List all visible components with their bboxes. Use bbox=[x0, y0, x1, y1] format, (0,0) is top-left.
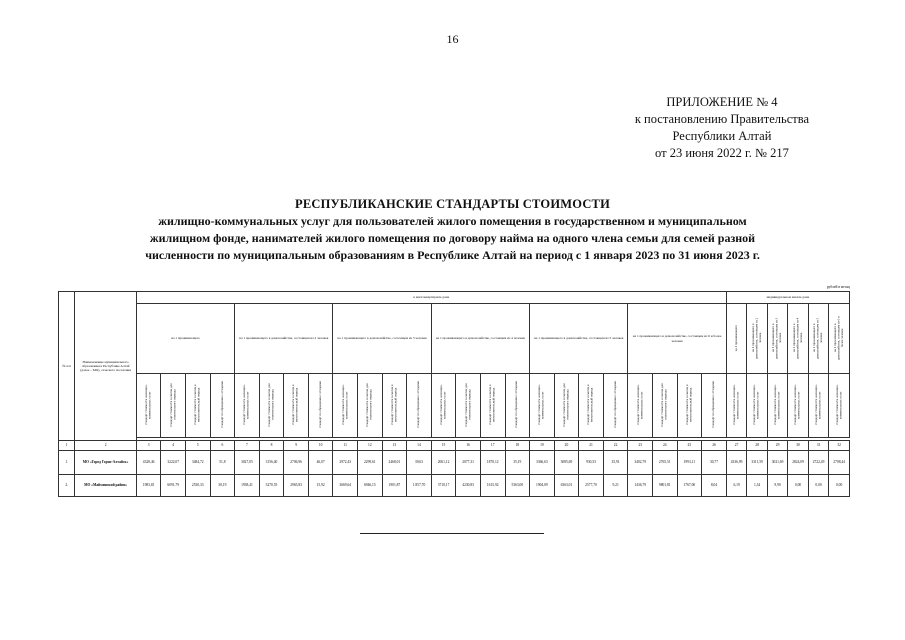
column-label-cell bbox=[382, 374, 407, 438]
table-cell: 0,00 bbox=[808, 475, 828, 497]
table-cell: 2299,61 bbox=[358, 451, 383, 475]
subgroup-header bbox=[136, 304, 234, 374]
subgroup-header bbox=[333, 304, 431, 374]
column-label: стандарт стоимости жилищно-коммунальных услуг bbox=[834, 384, 843, 426]
subgroup-label: на 1 проживающего в домохозяйстве, состоящем из 5 человек bbox=[534, 336, 624, 341]
table-cell: 3311,59 bbox=[747, 451, 767, 475]
column-number: 2 bbox=[75, 441, 136, 451]
column-label: стандарт стоимости за месяц для отопительного периода bbox=[365, 383, 373, 427]
column-label-cell bbox=[259, 374, 284, 438]
column-label-cell bbox=[788, 374, 808, 438]
table-cell: 2577,70 bbox=[579, 475, 604, 497]
column-number: 22 bbox=[603, 441, 628, 451]
table-cell: 4336,99 bbox=[726, 451, 746, 475]
column-number: 19 bbox=[530, 441, 555, 451]
column-number: 32 bbox=[829, 441, 850, 451]
column-label-cell bbox=[136, 374, 161, 438]
table-cell: 3156,40 bbox=[259, 451, 284, 475]
column-number: 29 bbox=[767, 441, 787, 451]
row-municipality-name: МО «Город Горно-Алтайск» bbox=[75, 451, 136, 475]
column-label: стандарт по обращению с отходами bbox=[219, 381, 224, 429]
column-number: 16 bbox=[456, 441, 481, 451]
table-cell: 9801,81 bbox=[652, 475, 677, 497]
row-number: 2. bbox=[59, 475, 75, 497]
header-row-subgroups bbox=[59, 304, 850, 374]
row-number: 1. bbox=[59, 451, 75, 475]
appendix-line-4: от 23 июня 2022 г. № 217 bbox=[655, 146, 789, 160]
column-label: стандарт стоимости за месяц в межотопительный период bbox=[488, 384, 496, 426]
table-row bbox=[59, 451, 850, 475]
column-label-cell bbox=[480, 374, 505, 438]
table-cell: 3270,55 bbox=[259, 475, 284, 497]
column-label: стандарт стоимости за месяц в межотопительный период bbox=[586, 384, 595, 426]
table-cell: 51,8 bbox=[210, 451, 235, 475]
table-cell: 5363,00 bbox=[505, 475, 530, 497]
column-label-cell bbox=[579, 374, 604, 438]
column-label: стандарт стоимости за месяц для отопительного периода bbox=[561, 383, 570, 427]
column-label: стандарт стоимости жилищно-коммунальных услуг bbox=[340, 384, 349, 426]
table-cell: 15,92 bbox=[308, 475, 333, 497]
document-title bbox=[40, 196, 865, 264]
column-number: 25 bbox=[677, 441, 702, 451]
standards-table bbox=[58, 291, 850, 497]
table-cell: 8,04 bbox=[702, 475, 727, 497]
col-header-number: № п/п bbox=[59, 292, 75, 441]
row-municipality-name: МО «Майминский район» bbox=[75, 475, 136, 497]
column-label: стандарт стоимости жилищно-коммунальных услуг bbox=[242, 384, 250, 426]
column-label: стандарт стоимости жилищно-коммунальных услуг bbox=[537, 384, 545, 426]
house-subgroup-label: на 1 проживающего в домохозяйстве, состоящем из 3 человек bbox=[771, 317, 783, 359]
column-label: стандарт стоимости за месяц для отопительного периода bbox=[266, 383, 275, 427]
table-cell: 2972,43 bbox=[333, 451, 358, 475]
table-cell: 35,19 bbox=[505, 451, 530, 475]
column-label-cell bbox=[652, 374, 677, 438]
column-number: 30 bbox=[788, 441, 808, 451]
column-number: 17 bbox=[480, 441, 505, 451]
house-subgroup-label: на 1 проживающего в домохозяйстве, состоящем из 6 и более человек bbox=[832, 316, 844, 360]
subgroup-header bbox=[431, 304, 529, 374]
table-cell: 1615,92 bbox=[480, 475, 505, 497]
house-subgroup-header bbox=[808, 304, 828, 374]
column-number: 1 bbox=[59, 441, 75, 451]
subgroup-label: на 1 проживающего в домохозяйстве, состоящем из 6 и более человек bbox=[632, 334, 722, 343]
column-number: 26 bbox=[702, 441, 727, 451]
table-cell: 30,77 bbox=[702, 451, 727, 475]
column-label: стандарт стоимости жилищно-коммунальных услуг bbox=[438, 384, 447, 426]
page-number: 16 bbox=[446, 32, 459, 46]
title-line-3: жилищном фонде, нанимателей жилого помещения по договору найма на одного члена семьи для семей разной bbox=[149, 231, 756, 245]
column-label-cell bbox=[407, 374, 432, 438]
table-cell: 6363,01 bbox=[554, 475, 579, 497]
col-header-name: Наименование муниципального образования в Республике Алтай (далее – МО), сельского поселения bbox=[75, 292, 136, 441]
column-label: стандарт стоимости за месяц для отопительного периода bbox=[168, 383, 177, 427]
table-cell: 2708,44 bbox=[829, 451, 850, 475]
column-number: 11 bbox=[333, 441, 358, 451]
table-cell: 1993,11 bbox=[677, 451, 702, 475]
column-label: стандарт по обращению с отходами bbox=[612, 381, 617, 429]
column-label: стандарт стоимости жилищно-коммунальных услуг bbox=[732, 384, 740, 426]
subgroup-label: на 1 проживающего в домохозяйстве, состоящем из 2 человек bbox=[239, 336, 329, 341]
table-cell: 6946,15 bbox=[358, 475, 383, 497]
house-subgroup-label: на 1 проживающего bbox=[733, 324, 738, 351]
column-label-cell bbox=[726, 374, 746, 438]
house-subgroup-header bbox=[788, 304, 808, 374]
table-cell: 3222,07 bbox=[161, 451, 186, 475]
column-number: 9 bbox=[284, 441, 309, 451]
group-header-house: индивидуальном жилом доме bbox=[726, 292, 849, 304]
table-cell: 30,19 bbox=[210, 475, 235, 497]
table-cell: 930,53 bbox=[579, 451, 604, 475]
column-label: стандарт стоимости жилищно-коммунальных услуг bbox=[635, 384, 644, 426]
column-label-cell bbox=[677, 374, 702, 438]
table-cell: 2706,96 bbox=[284, 451, 309, 475]
standards-table-wrap bbox=[58, 285, 850, 498]
subgroup-label: на 1 проживающего в домохозяйстве, состоящем из 3 человек bbox=[337, 336, 427, 341]
table-cell: 2061,12 bbox=[431, 451, 456, 475]
table-cell: 2722,49 bbox=[808, 451, 828, 475]
column-label-cell bbox=[829, 374, 850, 438]
column-number: 12 bbox=[358, 441, 383, 451]
house-subgroup-header bbox=[767, 304, 787, 374]
column-label: стандарт стоимости за месяц для отопительного периода bbox=[660, 383, 668, 427]
table-cell: 2077,31 bbox=[456, 451, 481, 475]
column-number-row bbox=[59, 441, 850, 451]
table-cell: 1901,87 bbox=[382, 475, 407, 497]
column-number: 21 bbox=[579, 441, 604, 451]
column-label-cell bbox=[554, 374, 579, 438]
column-number: 4 bbox=[161, 441, 186, 451]
column-label: стандарт стоимости за месяц в межотопительный период bbox=[684, 384, 693, 426]
table-cell: 3366,63 bbox=[530, 451, 555, 475]
table-cell: 1,34 bbox=[747, 475, 767, 497]
table-cell: 3402,79 bbox=[628, 451, 653, 475]
column-label-cell bbox=[767, 374, 787, 438]
column-label: стандарт по обращению с отходами bbox=[711, 381, 716, 429]
column-label-cell bbox=[808, 374, 828, 438]
appendix-line-3: Республики Алтай bbox=[672, 129, 772, 143]
table-cell: 0,00 bbox=[788, 475, 808, 497]
table-cell: 1983,81 bbox=[136, 475, 161, 497]
header-row-columns bbox=[59, 374, 850, 438]
table-cell: 1938,41 bbox=[235, 475, 260, 497]
column-label: стандарт стоимости за месяц в межотопительный период bbox=[193, 384, 201, 426]
column-number: 24 bbox=[652, 441, 677, 451]
column-number: 20 bbox=[554, 441, 579, 451]
table-cell: 39,63 bbox=[407, 451, 432, 475]
table-cell: 1436,79 bbox=[628, 475, 653, 497]
unit-note: рублей в месяц bbox=[826, 285, 850, 289]
column-label-cell bbox=[210, 374, 235, 438]
column-label-cell bbox=[702, 374, 727, 438]
table-cell: 1767,00 bbox=[677, 475, 702, 497]
column-label-cell bbox=[431, 374, 456, 438]
column-label-cell bbox=[333, 374, 358, 438]
header-row-groups bbox=[59, 292, 850, 304]
column-number: 13 bbox=[382, 441, 407, 451]
column-label: стандарт стоимости жилищно-коммунальных услуг bbox=[772, 384, 781, 426]
subgroup-header bbox=[628, 304, 726, 374]
column-number: 5 bbox=[185, 441, 210, 451]
column-label: стандарт стоимости жилищно-коммунальных услуг bbox=[793, 384, 802, 426]
column-label-cell bbox=[284, 374, 309, 438]
column-label: стандарт стоимости за месяц для отопительного периода bbox=[463, 383, 472, 427]
table-cell: 3484,72 bbox=[185, 451, 210, 475]
table-cell: 1.857,70 bbox=[407, 475, 432, 497]
subgroup-label: на 1 проживающего bbox=[171, 336, 200, 341]
footer-divider bbox=[360, 533, 544, 534]
table-cell: 6,19 bbox=[726, 475, 746, 497]
subgroup-label: на 1 проживающего в домохозяйстве, состоящем из 4 человек bbox=[435, 336, 526, 341]
column-label-cell bbox=[530, 374, 555, 438]
column-number: 3 bbox=[136, 441, 161, 451]
column-label: стандарт по обращению с отходами bbox=[514, 381, 519, 429]
column-number: 27 bbox=[726, 441, 746, 451]
title-line-4: численности по муниципальным образованиям в Республике Алтай на период с 1 января 2023 по 31 июня 2023 г. bbox=[145, 248, 760, 262]
column-number: 28 bbox=[747, 441, 767, 451]
house-subgroup-label: на 1 проживающего в домохозяйстве, состоящем из 2 человек bbox=[750, 317, 762, 359]
table-cell: 2824,09 bbox=[788, 451, 808, 475]
column-number: 8 bbox=[259, 441, 284, 451]
column-label-cell bbox=[185, 374, 210, 438]
table-cell: 3710,17 bbox=[431, 475, 456, 497]
appendix-line-1: ПРИЛОЖЕНИЕ № 4 bbox=[666, 95, 778, 109]
table-cell: 9,90 bbox=[767, 475, 787, 497]
table-cell: 46,07 bbox=[308, 451, 333, 475]
table-cell: 3021,69 bbox=[767, 451, 787, 475]
table-cell: 4230,83 bbox=[456, 475, 481, 497]
column-number: 10 bbox=[308, 441, 333, 451]
title-line-2: жилищно-коммунальных услуг для пользователей жилого помещения в государственном и муниципальном bbox=[158, 214, 747, 228]
table-cell: 0,00 bbox=[829, 475, 850, 497]
column-label: стандарт стоимости за месяц в межотопительный период bbox=[389, 384, 398, 426]
table-cell: 2468,01 bbox=[382, 451, 407, 475]
column-label: стандарт по обращению с отходами bbox=[317, 381, 322, 429]
house-subgroup-header bbox=[726, 304, 746, 374]
group-header-apartment: в многоквартирном доме bbox=[136, 292, 726, 304]
column-label-cell bbox=[628, 374, 653, 438]
column-number: 14 bbox=[407, 441, 432, 451]
column-label: стандарт стоимости жилищно-коммунальных услуг bbox=[144, 384, 152, 426]
column-label: стандарт стоимости жилищно-коммунальных услуг bbox=[752, 384, 761, 426]
table-cell: 2765,51 bbox=[652, 451, 677, 475]
column-label-cell bbox=[603, 374, 628, 438]
title-line-1: РЕСПУБЛИКАНСКИЕ СТАНДАРТЫ СТОИМОСТИ bbox=[294, 197, 611, 211]
column-label-cell bbox=[235, 374, 260, 438]
column-number: 31 bbox=[808, 441, 828, 451]
column-label-cell bbox=[161, 374, 186, 438]
column-label-cell bbox=[358, 374, 383, 438]
subgroup-header bbox=[530, 304, 628, 374]
column-number: 23 bbox=[628, 441, 653, 451]
table-cell: 3085,69 bbox=[554, 451, 579, 475]
column-number: 7 bbox=[235, 441, 260, 451]
appendix-block bbox=[635, 94, 809, 162]
column-label: стандарт стоимости жилищно-коммунальных услуг bbox=[813, 384, 822, 426]
house-subgroup-header bbox=[747, 304, 767, 374]
table-cell: 1870,12 bbox=[480, 451, 505, 475]
table-cell: 1904,09 bbox=[530, 475, 555, 497]
column-label-cell bbox=[505, 374, 530, 438]
table-cell: 2965,83 bbox=[284, 475, 309, 497]
column-label-cell bbox=[308, 374, 333, 438]
table-cell: 9,21 bbox=[603, 475, 628, 497]
subgroup-header bbox=[235, 304, 333, 374]
column-label-cell bbox=[456, 374, 481, 438]
table-cell: 4328,46 bbox=[136, 451, 161, 475]
column-label: стандарт стоимости за месяц в межотопительный период bbox=[291, 384, 300, 426]
table-cell: 3027,05 bbox=[235, 451, 260, 475]
column-number: 15 bbox=[431, 441, 456, 451]
column-label: стандарт по обращению с отходами bbox=[416, 381, 421, 429]
house-subgroup-label: на 1 проживающего в домохозяйстве, состоящем из 4 человек bbox=[791, 317, 803, 359]
table-cell: 35,91 bbox=[603, 451, 628, 475]
column-number: 6 bbox=[210, 441, 235, 451]
house-subgroup-label: на 1 проживающего в домохозяйстве, состоящем из 5 человек bbox=[812, 317, 824, 359]
table-cell: 6091,79 bbox=[161, 475, 186, 497]
house-subgroup-header bbox=[829, 304, 850, 374]
appendix-line-2: к постановлению Правительства bbox=[634, 112, 809, 126]
table-cell: 2530,33 bbox=[185, 475, 210, 497]
table-row bbox=[59, 475, 850, 497]
table-cell: 3669,64 bbox=[333, 475, 358, 497]
column-label-cell bbox=[747, 374, 767, 438]
column-number: 18 bbox=[505, 441, 530, 451]
